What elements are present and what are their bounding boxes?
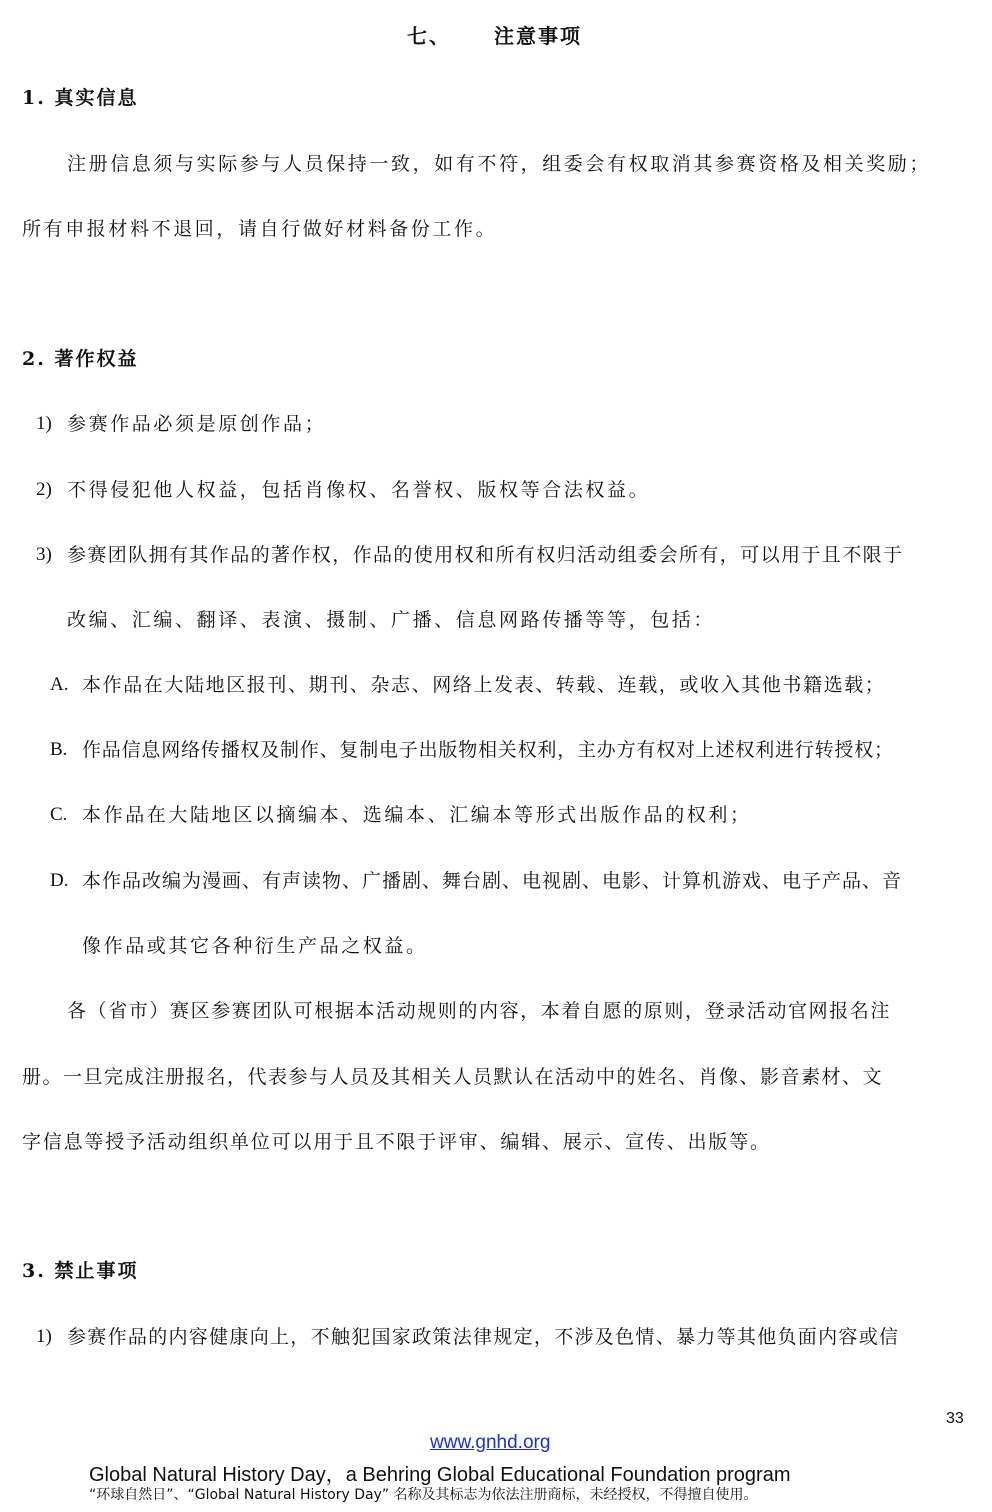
sublist-marker: A.: [50, 674, 69, 695]
sublist-item: 本作品在大陆地区报刊、期刊、杂志、网络上发表、转载、连载，或收入其他书籍选载；: [82, 674, 886, 696]
page-number: 33: [946, 1410, 964, 1427]
paragraph: 注册信息须与实际参与人员保持一致，如有不符，组委会有权取消其参赛资格及相关奖励；: [67, 153, 932, 175]
sublist-marker: D.: [50, 870, 69, 891]
chapter-title: 注意事项: [494, 24, 582, 48]
chapter-number: 七、: [407, 24, 451, 48]
sublist-item-continuation: 像作品或其它各种衍生产品之权益。: [82, 935, 428, 957]
section-heading-real-info: 1. 真实信息: [22, 87, 139, 109]
list-item: 参赛作品必须是原创作品；: [67, 413, 327, 435]
paragraph: 字信息等授予活动组织单位可以用于且不限于评审、编辑、展示、宣传、出版等。: [22, 1131, 771, 1153]
paragraph: 所有申报材料不退回，请自行做好材料备份工作。: [22, 218, 498, 240]
sublist-marker: B.: [50, 739, 68, 760]
paragraph: 册。一旦完成注册报名，代表参与人员及其相关人员默认在活动中的姓名、肖像、影音素材、文: [22, 1066, 884, 1088]
list-marker: 1): [36, 1326, 52, 1347]
sublist-item: 本作品改编为漫画、有声读物、广播剧、舞台剧、电视剧、电影、计算机游戏、电子产品、音: [82, 870, 903, 892]
paragraph: 各（省市）赛区参赛团队可根据本活动规则的内容，本着自愿的原则，登录活动官网报名注: [67, 1000, 892, 1022]
list-item: 参赛团队拥有其作品的著作权，作品的使用权和所有权归活动组委会所有，可以用于且不限于: [67, 544, 904, 566]
footer-trademark-note: “环球自然日”、“Global Natural History Day” 名称及其标志为依法注册商标，未经授权，不得擅自使用。: [89, 1487, 758, 1503]
list-marker: 3): [36, 544, 52, 565]
list-item: 参赛作品的内容健康向上，不触犯国家政策法律规定，不涉及色情、暴力等其他负面内容或信: [67, 1326, 900, 1348]
footer-website-link[interactable]: www.gnhd.org: [430, 1432, 551, 1453]
list-marker: 2): [36, 479, 52, 500]
footer-program-line: Global Natural History Day，a Behring Global Educational Foundation program: [89, 1464, 791, 1486]
section-heading-copyright: 2. 著作权益: [22, 348, 139, 370]
sublist-marker: C.: [50, 804, 68, 825]
sublist-item: 本作品在大陆地区以摘编本、选编本、汇编本等形式出版作品的权利；: [82, 804, 752, 826]
list-marker: 1): [36, 413, 52, 434]
list-item: 不得侵犯他人权益，包括肖像权、名誉权、版权等合法权益。: [67, 479, 651, 501]
list-item-continuation: 改编、汇编、翻译、表演、摄制、广播、信息网路传播等等，包括：: [67, 609, 716, 631]
section-heading-prohibited: 3. 禁止事项: [22, 1260, 139, 1282]
sublist-item: 作品信息网络传播权及制作、复制电子出版物相关权利，主办方有权对上述权利进行转授权；: [82, 739, 894, 761]
